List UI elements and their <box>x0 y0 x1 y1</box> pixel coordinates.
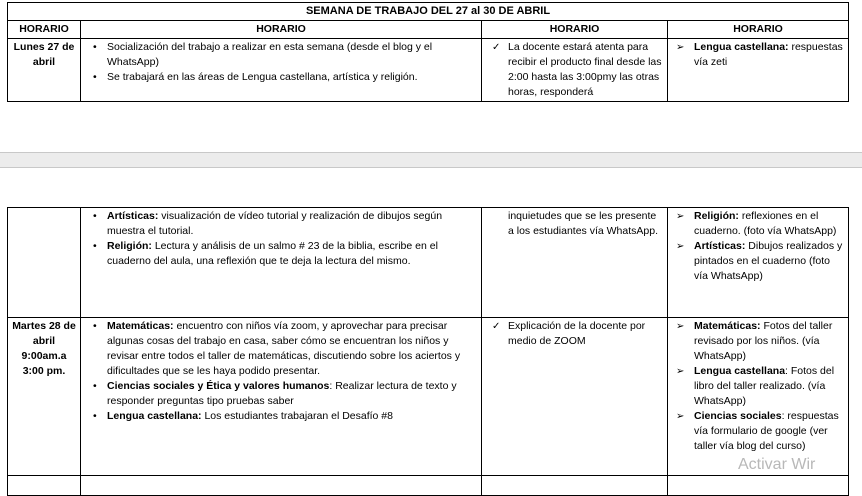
header-horario-3: HORARIO <box>482 21 668 39</box>
schedule-table-page-1 <box>7 2 849 102</box>
list-item: • Ciencias sociales y Ética y valores humanos: Realizar lectura de texto y responder preguntas tipo pruebas saber <box>85 379 477 409</box>
day-monday: Lunes 27 de abril <box>8 39 81 102</box>
list-item: ✓ Explicación de la docente por medio de ZOOM <box>486 319 663 349</box>
header-horario-2: HORARIO <box>81 21 482 39</box>
tuesday-activities <box>81 318 482 476</box>
list-item: • Artísticas: visualización de vídeo tutorial y realización de dibujos según muestra el tutorial. <box>85 209 477 239</box>
monday-cont-activities <box>81 208 482 318</box>
monday-cont-schedule: inquietudes que se les presente a los estudiantes vía WhatsApp. <box>482 208 668 318</box>
list-item: • Se trabajará en las áreas de Lengua castellana, artística y religión. <box>85 70 477 85</box>
header-horario-4: HORARIO <box>668 21 849 39</box>
list-item: ➢ Ciencias sociales: respuestas vía formulario de google (ver taller vía blog del curso) <box>672 409 844 454</box>
tuesday-evidence <box>668 318 849 476</box>
list-item: ➢ Lengua castellana: Fotos del libro del taller realizado. (vía WhatsApp) <box>672 364 844 409</box>
monday-activities <box>81 39 482 102</box>
list-item: • Socialización del trabajo a realizar en esta semana (desde el blog y el WhatsApp) <box>85 40 477 70</box>
windows-activation-watermark: Activar Wir <box>738 456 816 473</box>
list-item: • Religión: Lectura y análisis de un salmo # 23 de la biblia, escribe en el cuaderno del aula, una reflexión que te deja la lectura del mismo. <box>85 239 477 269</box>
page-break <box>0 152 862 168</box>
table-title: SEMANA DE TRABAJO DEL 27 al 30 DE ABRIL <box>8 3 849 21</box>
monday-cont-evidence <box>668 208 849 318</box>
list-item: ➢ Matemáticas: Fotos del taller revisado por los niños. (vía WhatsApp) <box>672 319 844 364</box>
monday-schedule <box>482 39 668 102</box>
monday-cont-day <box>8 208 81 318</box>
schedule-table-page-2 <box>7 207 849 496</box>
list-item: • Lengua castellana: Los estudiantes trabajaran el Desafío #8 <box>85 409 477 424</box>
list-item: ➢ Lengua castellana: respuestas vía zeti <box>672 40 844 70</box>
list-item: • Matemáticas: encuentro con niños vía zoom, y aprovechar para precisar algunas cosas del trabajo en casa, saber cómo se encuentran los niños y revisar entre todos el taller de matemáticas, discutiendo sobre los aciertos y dificultades que se les haya podido presentar. <box>85 319 477 379</box>
list-item: ➢ Artísticas: Dibujos realizados y pintados en el cuaderno (foto vía WhatsApp) <box>672 239 844 284</box>
tuesday-schedule <box>482 318 668 476</box>
header-horario-1: HORARIO <box>8 21 81 39</box>
list-item: ➢ Religión: reflexiones en el cuaderno. (foto vía WhatsApp) <box>672 209 844 239</box>
day-tuesday: Martes 28 de abril 9:00am.a 3:00 pm. <box>8 318 81 476</box>
monday-evidence <box>668 39 849 102</box>
list-item: ✓ La docente estará atenta para recibir el producto final desde las 2:00 hasta las 3:00pmy las otras horas, responderá <box>486 40 663 100</box>
